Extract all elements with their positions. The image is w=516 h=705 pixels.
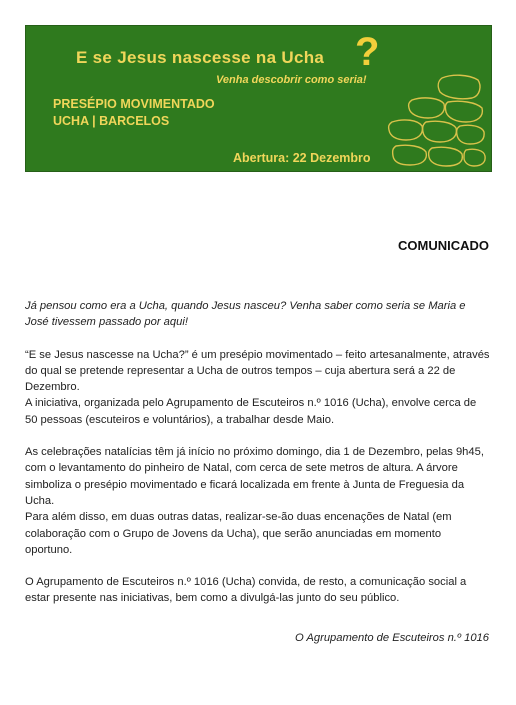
banner-title [76, 30, 380, 74]
paragraph-4: Para além disso, em duas outras datas, realizar-se-ão duas encenações de Natal (em colaboração com o Grupo de Jovens da Ucha), que serão anunciadas em momento oportuno. [25, 511, 452, 556]
stone-wall-illustration [382, 70, 487, 168]
banner-event-name: PRESÉPIO MOVIMENTADO [53, 97, 215, 111]
banner-location: UCHA | BARCELOS [53, 114, 170, 128]
paragraph-3: As celebrações natalícias têm já início no próximo domingo, dia 1 de Dezembro, pelas 9h45, com o levantamento do pinheiro de Natal, com cerca de sete metros de altura. A árvore simboliza o presépio movimentado e ficará localizada em frente à Junta de Freguesia da Ucha. [25, 446, 484, 507]
banner-title-text: E se Jesus nascesse na Ucha [76, 48, 325, 67]
signature: O Agrupamento de Escuteiros n.º 1016 [295, 632, 489, 644]
question-mark: ? [355, 30, 380, 74]
banner-opening-date: Abertura: 22 Dezembro [233, 151, 371, 165]
paragraph-1: “E se Jesus nascesse na Ucha?” é um presépio movimentado – feito artesanalmente, através do qual se pretende representar a Ucha de outros tempos – cuja abertura será a 22 de Dezembro. [25, 348, 490, 394]
press-release-body [25, 298, 490, 607]
document-heading: COMUNICADO [398, 238, 489, 253]
intro-paragraph: Já pensou como era a Ucha, quando Jesus nasceu? Venha saber como seria se Maria e José tivessem passado por aqui! [25, 300, 466, 329]
paragraph-5: O Agrupamento de Escuteiros n.º 1016 (Ucha) convida, de resto, a comunicação social a estar presente nas iniciativas, bem como a divulgá-las junto do seu público. [25, 576, 467, 605]
header-banner [25, 25, 492, 172]
paragraph-2: A iniciativa, organizada pelo Agrupamento de Escuteiros n.º 1016 (Ucha), envolve cerca de 50 pessoas (escuteiros e voluntários), a trabalhar desde Maio. [25, 397, 477, 426]
banner-tagline: Venha descobrir como seria! [216, 74, 367, 86]
